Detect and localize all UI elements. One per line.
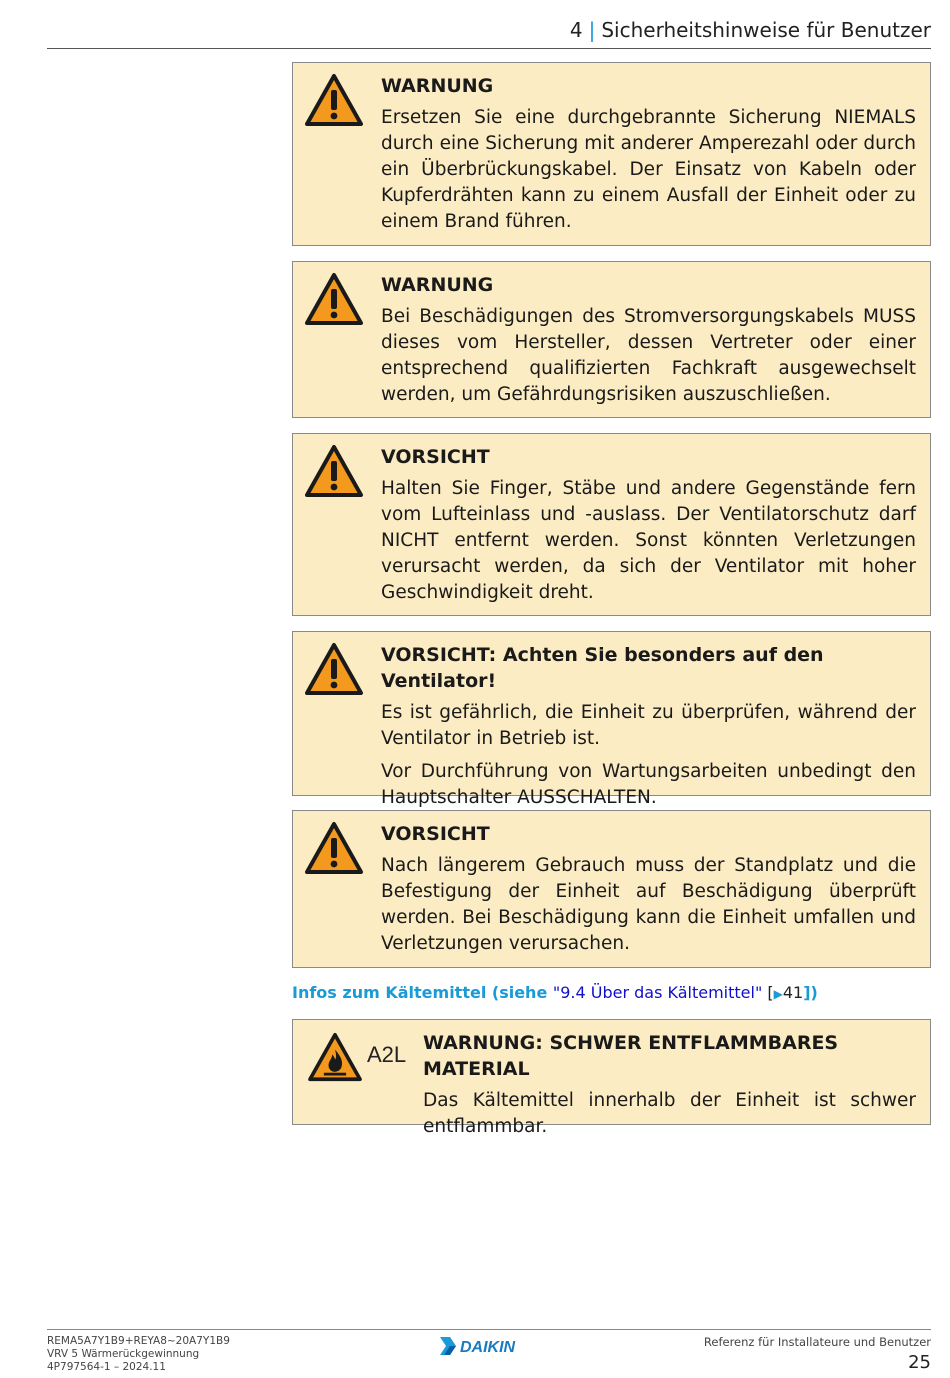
a2l-label: A2L bbox=[367, 1042, 407, 1067]
page-number: 25 bbox=[908, 1352, 931, 1373]
box-text: Ersetzen Sie eine durchgebrannte Sicherung NIEMALS durch eine Sicherung mit anderer Amperezahl oder durch ein Überbrückungskabel. Der Einsatz von Kabeln oder Kupferdrähten kann zu einem Ausfall der Einheit oder zu einem Brand führen. bbox=[381, 107, 916, 232]
box-text: Halten Sie Finger, Stäbe und andere Gegenstände fern vom Lufteinlass und -auslass. Der Ventilatorschutz darf NICHT entfernt werden. Sonst könnten Verletzungen verursacht werden, da sich der Ventilator mit hoher Geschwindigkeit dreht. bbox=[381, 478, 916, 603]
flammable-warning-box bbox=[292, 1019, 931, 1137]
box-title: VORSICHT bbox=[381, 823, 490, 845]
bracket-open: [ bbox=[762, 983, 774, 1002]
warning-triangle-icon bbox=[304, 272, 364, 326]
warning-triangle-icon bbox=[304, 821, 364, 875]
footer-product: VRV 5 Wärmerückgewinnung bbox=[47, 1348, 200, 1360]
header-separator: | bbox=[588, 18, 596, 42]
chapter-number: 4 bbox=[569, 18, 583, 42]
box-title: VORSICHT bbox=[381, 446, 490, 468]
box-title: VORSICHT: Achten Sie besonders auf den Ventilator! bbox=[381, 644, 824, 692]
warning-triangle-icon bbox=[304, 73, 364, 127]
footer-doc-info bbox=[47, 1335, 230, 1374]
triangle-right-icon: ▶ bbox=[773, 987, 783, 1001]
brand-name: DAIKIN bbox=[460, 1339, 516, 1356]
box-text: Bei Beschädigungen des Stromversorgungskabels MUSS dieses vom Hersteller, dessen Vertreter oder einer entsprechend qualifizierten Fachkraft ausgewechselt werden, um Gefährdungsrisiken auszuschließen. bbox=[381, 306, 916, 405]
flammable-warning-icon bbox=[306, 1032, 364, 1082]
warning-triangle-icon bbox=[304, 642, 364, 696]
page-header bbox=[47, 18, 931, 49]
warning-triangle-icon bbox=[304, 444, 364, 498]
page-reference-link[interactable]: 41 bbox=[782, 983, 804, 1002]
chapter-title: Sicherheitshinweise für Benutzer bbox=[601, 18, 931, 42]
caution-box-2 bbox=[292, 810, 931, 968]
caution-fan-box bbox=[292, 631, 931, 808]
reference-close: ]) bbox=[803, 983, 818, 1002]
warning-box-2 bbox=[292, 261, 931, 418]
box-text: Das Kältemittel innerhalb der Einheit ist schwer entflammbar. bbox=[423, 1090, 916, 1137]
daikin-logo bbox=[440, 1335, 540, 1357]
footer-reference: Referenz für Installateure und Benutzer bbox=[703, 1335, 931, 1349]
warning-box-1 bbox=[292, 62, 931, 246]
box-title: WARNUNG: SCHWER ENTFLAMMBARES MATERIAL bbox=[423, 1032, 839, 1080]
box-text: Vor Durchführung von Wartungsarbeiten unbedingt den Hauptschalter AUSSCHALTEN. bbox=[381, 761, 916, 808]
reference-prefix: Infos zum Kältemittel (siehe bbox=[292, 983, 553, 1002]
refrigerant-section-link[interactable]: "9.4 Über das Kältemittel" bbox=[552, 983, 763, 1002]
box-title: WARNUNG bbox=[381, 75, 494, 97]
box-title: WARNUNG bbox=[381, 274, 494, 296]
footer-doc-number: 4P797564-1 – 2024.11 bbox=[47, 1361, 166, 1373]
box-text: Nach längerem Gebrauch muss der Standplatz und die Befestigung der Einheit auf Beschädigung überprüft werden. Bei Beschädigung kann die Einheit umfallen und Verletzungen verursachen. bbox=[381, 855, 916, 954]
footer-model: REMA5A7Y1B9+REYA8~20A7Y1B9 bbox=[47, 1335, 230, 1347]
page-footer bbox=[47, 1329, 931, 1373]
refrigerant-info-reference bbox=[292, 983, 818, 1002]
box-text: Es ist gefährlich, die Einheit zu überprüfen, während der Ventilator in Betrieb ist. bbox=[381, 702, 916, 749]
caution-box-1 bbox=[292, 433, 931, 616]
